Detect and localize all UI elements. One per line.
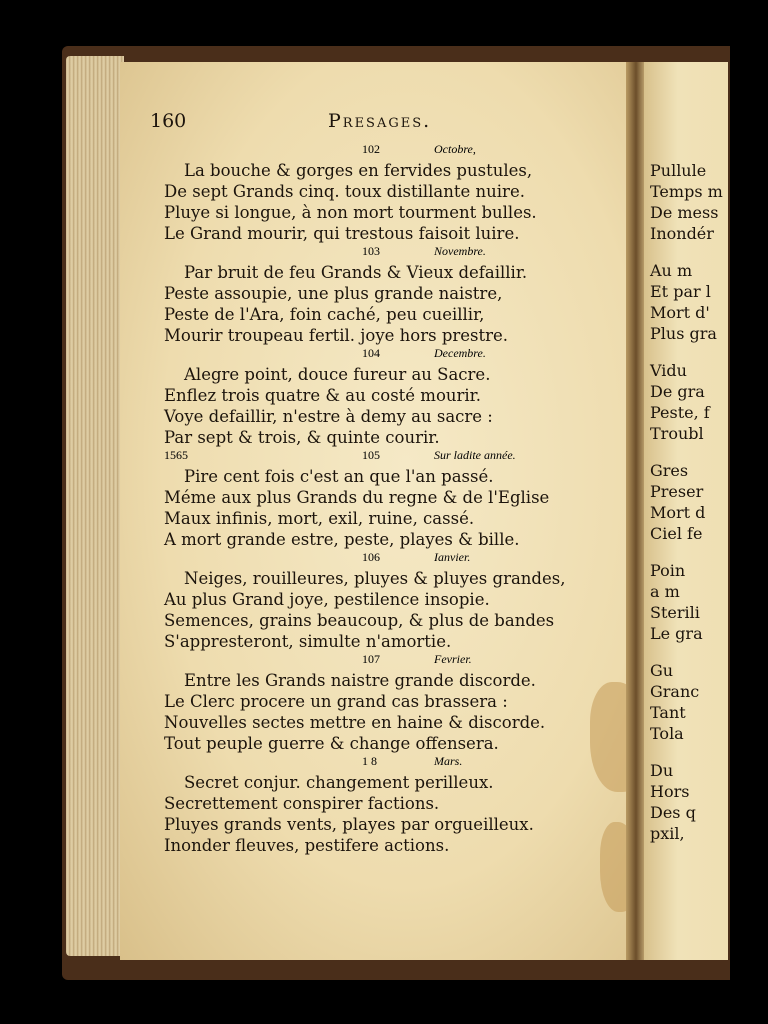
- right-page-fragment: Poin: [650, 561, 686, 580]
- right-page-fragment: [650, 244, 730, 260]
- verse-line: Par sept & trois, & quinte courir.: [164, 428, 440, 447]
- verse-line: Voye defaillir, n'estre à demy au sacre :: [164, 407, 493, 426]
- right-page-fragment: Du: [650, 761, 674, 780]
- verse-line: Mourir troupeau fertil. joye hors prestre.: [164, 326, 509, 345]
- quatrain-number: 104: [362, 346, 380, 360]
- quatrain-month: Fevrier.: [434, 652, 472, 666]
- quatrain-month: Novembre.: [434, 244, 486, 258]
- quatrain-heading: [164, 142, 624, 160]
- right-page-text: [650, 160, 730, 844]
- right-page-fragment: De gra: [650, 382, 705, 401]
- right-page-fragment: Au m: [650, 261, 693, 280]
- quatrain-heading: [164, 550, 624, 568]
- verse-line: Neiges, rouilleures, pluyes & pluyes grandes,: [184, 569, 566, 588]
- right-page-fragment: Le gra: [650, 624, 703, 643]
- verse-line: A mort grande estre, peste, playes & bille.: [164, 530, 520, 549]
- right-page-fragment: [650, 344, 730, 360]
- right-page-fragment: Inondér: [650, 224, 714, 243]
- verse-line: Peste de l'Ara, foin caché, peu cueillir,: [164, 305, 485, 324]
- right-page-fragment: Vidu: [650, 361, 687, 380]
- right-page-fragment: Temps m: [650, 182, 723, 201]
- quatrain-number: 102: [362, 142, 380, 156]
- verse-line: Nouvelles sectes mettre en haine & discorde.: [164, 713, 546, 732]
- right-page-fragment: Troubl: [650, 424, 704, 443]
- verse-line: Pire cent fois c'est an que l'an passé.: [184, 467, 494, 486]
- right-page-fragment: Plus gra: [650, 324, 717, 343]
- quatrain-number: 107: [362, 652, 380, 666]
- right-page-fragment: [650, 444, 730, 460]
- right-page-fragment: [650, 544, 730, 560]
- quatrain-heading: [164, 652, 624, 670]
- running-title: Presages.: [328, 110, 432, 132]
- verse-line: Semences, grains beaucoup, & plus de bandes: [164, 611, 555, 630]
- verse-line: Peste assoupie, une plus grande naistre,: [164, 284, 503, 303]
- right-page-fragment: Mort d: [650, 503, 706, 522]
- verse-line: Par bruit de feu Grands & Vieux defaillir.: [184, 263, 528, 282]
- quatrain-month: Octobre,: [434, 142, 476, 156]
- verse-line: Le Clerc procere un grand cas brassera :: [164, 692, 508, 711]
- quatrain-month: Sur ladite année.: [434, 448, 516, 462]
- right-page-fragment: Preser: [650, 482, 704, 501]
- quatrain-month: Ianvier.: [434, 550, 471, 564]
- quatrain-number: 103: [362, 244, 380, 258]
- gutter: [626, 62, 646, 960]
- year-label: 1565: [164, 448, 188, 462]
- right-page-fragment: Mort d': [650, 303, 710, 322]
- quatrain-list: [164, 142, 624, 856]
- right-page-fragment: [650, 744, 730, 760]
- quatrain-heading: [164, 448, 624, 466]
- quatrain-month: Mars.: [434, 754, 463, 768]
- verse-line: Inonder fleuves, pestifere actions.: [164, 836, 450, 855]
- quatrain-heading: [164, 244, 624, 262]
- quatrain-heading: [164, 346, 624, 364]
- verse-line: Méme aux plus Grands du regne & de l'Eglise: [164, 488, 550, 507]
- quatrain-number: 105: [362, 448, 380, 462]
- right-page-fragment: Et par l: [650, 282, 711, 301]
- verse-line: S'appresteront, simulte n'amortie.: [164, 632, 452, 651]
- right-page-fragment: Hors: [650, 782, 690, 801]
- verse-line: Maux infinis, mort, exil, ruine, cassé.: [164, 509, 475, 528]
- right-page-fragment: [650, 644, 730, 660]
- verse-line: Secret conjur. changement perilleux.: [184, 773, 494, 792]
- verse-line: Secrettement conspirer factions.: [164, 794, 440, 813]
- right-page-fragment: pxil,: [650, 824, 685, 843]
- verse-line: De sept Grands cinq. toux distillante nuire.: [164, 182, 525, 201]
- quatrain-number: 106: [362, 550, 380, 564]
- verse-line: Pluye si longue, à non mort tourment bulles.: [164, 203, 537, 222]
- verse-line: Au plus Grand joye, pestilence insopie.: [164, 590, 490, 609]
- right-page-fragment: Sterili: [650, 603, 700, 622]
- verse-line: Enflez trois quatre & au costé mourir.: [164, 386, 481, 405]
- quatrain-number: 1 8: [362, 754, 377, 768]
- right-page-fragment: Ciel fe: [650, 524, 703, 543]
- verse-line: Pluyes grands vents, playes par orgueilleux.: [164, 815, 534, 834]
- right-page-fragment: Peste, f: [650, 403, 710, 422]
- right-page-fragment: Tola: [650, 724, 684, 743]
- page-number: 160: [150, 110, 187, 132]
- right-page-fragment: Tant: [650, 703, 686, 722]
- right-page-fragment: Des q: [650, 803, 696, 822]
- right-page-fragment: Granc: [650, 682, 700, 701]
- right-page-fragment: Gres: [650, 461, 689, 480]
- verse-line: Entre les Grands naistre grande discorde.: [184, 671, 536, 690]
- verse-line: Tout peuple guerre & change offensera.: [164, 734, 499, 753]
- right-page-fragment: De mess: [650, 203, 719, 222]
- verse-line: Alegre point, douce fureur au Sacre.: [184, 365, 491, 384]
- quatrain-month: Decembre.: [434, 346, 486, 360]
- page-edges: [66, 56, 124, 956]
- quatrain-heading: [164, 754, 624, 772]
- right-page-fragment: Pullule: [650, 161, 707, 180]
- verse-line: La bouche & gorges en fervides pustules,: [184, 161, 533, 180]
- right-page-fragment: Gu: [650, 661, 674, 680]
- right-page-fragment: a m: [650, 582, 680, 601]
- verse-line: Le Grand mourir, qui trestous faisoit luire.: [164, 224, 520, 243]
